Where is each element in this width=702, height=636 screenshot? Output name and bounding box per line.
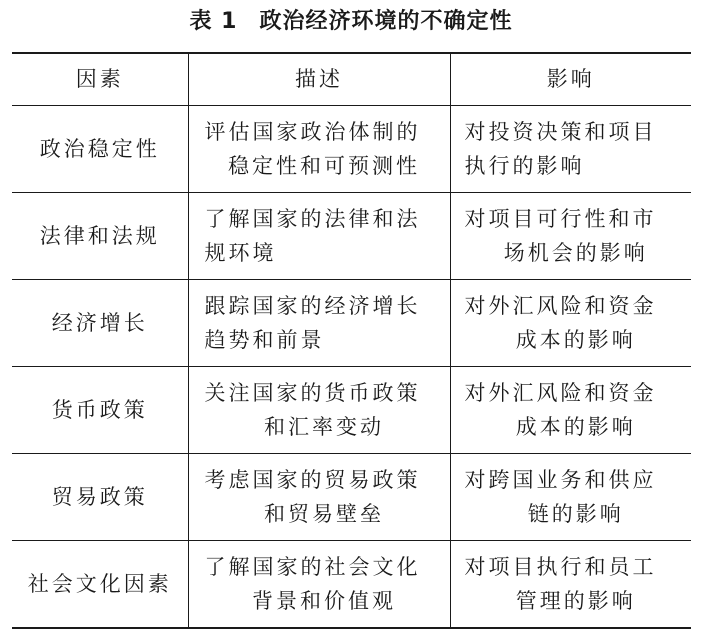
description-line: 了解国家的法律和法 [204, 206, 421, 231]
impact-cell [450, 453, 691, 540]
impact-line: 对外汇风险和资金 [464, 293, 657, 318]
description-cell [188, 105, 450, 192]
factor-cell: 经济增长 [12, 279, 188, 366]
table-row [12, 366, 691, 453]
description-line: 了解国家的社会文化 [204, 554, 421, 579]
header-factor: 因素 [12, 53, 188, 105]
impact-cell [450, 192, 691, 279]
description-line: 和汇率变动 [264, 414, 384, 439]
description-line: 评估国家政治体制的 [204, 119, 421, 144]
impact-line: 执行的影响 [464, 153, 585, 178]
description-cell [188, 366, 450, 453]
impact-line: 管理的影响 [515, 588, 636, 613]
impact-line: 成本的影响 [515, 414, 636, 439]
impact-cell [450, 540, 691, 628]
impact-line: 对项目执行和员工 [464, 554, 657, 579]
impact-line: 对外汇风险和资金 [464, 380, 657, 405]
factor-cell: 货币政策 [12, 366, 188, 453]
table-row [12, 279, 691, 366]
table-title: 政治经济环境的不确定性 [259, 9, 513, 34]
impact-line: 对项目可行性和市 [464, 206, 657, 231]
impact-line: 链的影响 [527, 501, 624, 526]
description-line: 规环境 [204, 240, 277, 265]
description-cell [188, 192, 450, 279]
factor-cell: 政治稳定性 [12, 105, 188, 192]
description-line: 跟踪国家的经济增长 [204, 293, 421, 318]
impact-cell [450, 366, 691, 453]
impact-cell [450, 105, 691, 192]
header-row [12, 53, 691, 105]
factor-cell: 社会文化因素 [12, 540, 188, 628]
description-line: 关注国家的货币政策 [204, 380, 421, 405]
impact-line: 对投资决策和项目 [464, 119, 657, 144]
table-row [12, 192, 691, 279]
header-impact: 影响 [450, 53, 691, 105]
table-number: 表 1 [189, 9, 238, 34]
description-line: 考虑国家的贸易政策 [204, 467, 421, 492]
factor-cell: 法律和法规 [12, 192, 188, 279]
table-row [12, 105, 691, 192]
description-line: 稳定性和可预测性 [228, 153, 420, 178]
description-line: 趋势和前景 [204, 327, 325, 352]
table-caption [0, 8, 702, 36]
description-line: 背景和价值观 [252, 588, 396, 613]
table-row [12, 453, 691, 540]
impact-line: 场机会的影响 [503, 240, 648, 265]
uncertainty-table [12, 52, 691, 629]
impact-cell [450, 279, 691, 366]
table-row [12, 540, 691, 628]
description-cell [188, 540, 450, 628]
impact-line: 成本的影响 [515, 327, 636, 352]
impact-line: 对跨国业务和供应 [464, 467, 657, 492]
description-line: 和贸易壁垒 [264, 501, 384, 526]
factor-cell: 贸易政策 [12, 453, 188, 540]
header-description: 描述 [188, 53, 450, 105]
description-cell [188, 453, 450, 540]
description-cell [188, 279, 450, 366]
